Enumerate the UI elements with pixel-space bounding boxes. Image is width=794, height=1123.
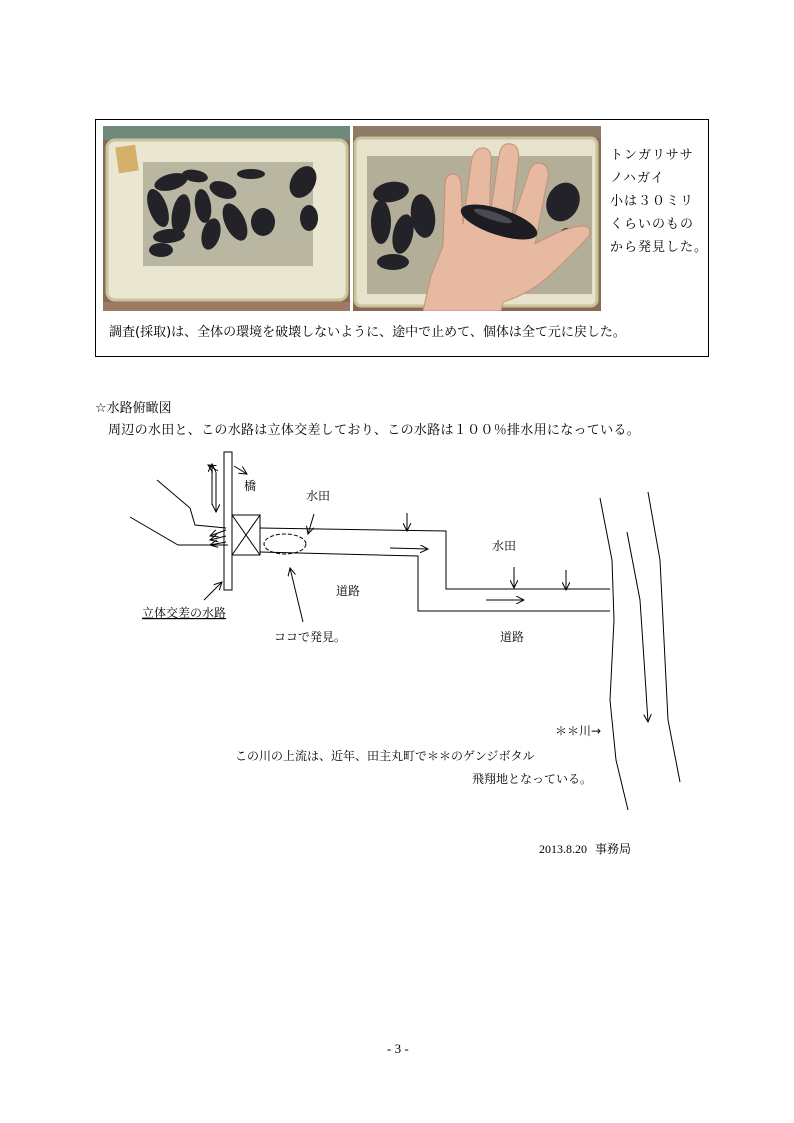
paddy-label-1: 水田	[306, 489, 331, 503]
road-label-2: 道路	[500, 630, 525, 644]
river-bank-right	[648, 492, 680, 782]
date-signature	[539, 840, 631, 857]
bridge-flow-left-arrow	[208, 465, 218, 471]
bridge-flow-right-arrow	[234, 466, 247, 474]
found-location-marker	[264, 534, 306, 554]
caption-line-5: から発見した。	[610, 240, 709, 255]
mussels-in-tray-photo	[103, 126, 350, 311]
caption-line-1: トンガリササ	[610, 148, 694, 163]
bridge-label: 橋	[244, 479, 257, 493]
paddy-inflow-arrow	[308, 514, 314, 534]
paddy-label-2: 水田	[492, 539, 517, 553]
channel-lower-bank	[260, 552, 610, 611]
section-description: 周辺の水田と、この水路は立体交差しており、この水路は１００％排水用になっている。	[108, 423, 641, 438]
river-flow-arrow	[627, 532, 648, 722]
channel-upper-bank	[260, 528, 610, 589]
found-pointer-arrow	[290, 568, 303, 622]
bridge	[224, 452, 232, 590]
caption-line-4: くらいのもの	[610, 217, 695, 232]
mussel-on-hand-photo	[353, 126, 601, 311]
crossing-waterway-label: 立体交差の水路	[142, 606, 227, 620]
caption-line-3: 小は３０ミリ	[610, 194, 695, 209]
caption-line-2: ノハガイ	[610, 171, 665, 186]
river-note-line2: 飛翔地となっている。	[472, 772, 593, 786]
page-number: - 3 -	[387, 1041, 409, 1056]
found-here-label: ココで発見。	[274, 630, 347, 644]
survey-note: 調査(採取)は、全体の環境を破壊しないように、途中で止めて、個体は全て元に戻した。	[109, 325, 626, 340]
river-label: ＊＊川→	[555, 724, 602, 738]
river-bank-left	[600, 498, 628, 810]
river-note-line1: この川の上流は、近年、田主丸町で＊＊のゲンジボタル	[235, 749, 535, 763]
office-name: 事務局	[595, 842, 632, 856]
flow-arrow	[390, 548, 428, 549]
crossing-pointer-arrow	[204, 582, 222, 600]
date: 2013.8.20	[539, 842, 587, 856]
waterway-diagram	[0, 440, 794, 830]
road-label-1: 道路	[336, 584, 361, 598]
section-title: ☆水路俯瞰図	[95, 401, 172, 416]
photo-box	[95, 119, 709, 357]
inflow-channel-lower	[130, 517, 228, 545]
species-caption	[610, 144, 708, 259]
